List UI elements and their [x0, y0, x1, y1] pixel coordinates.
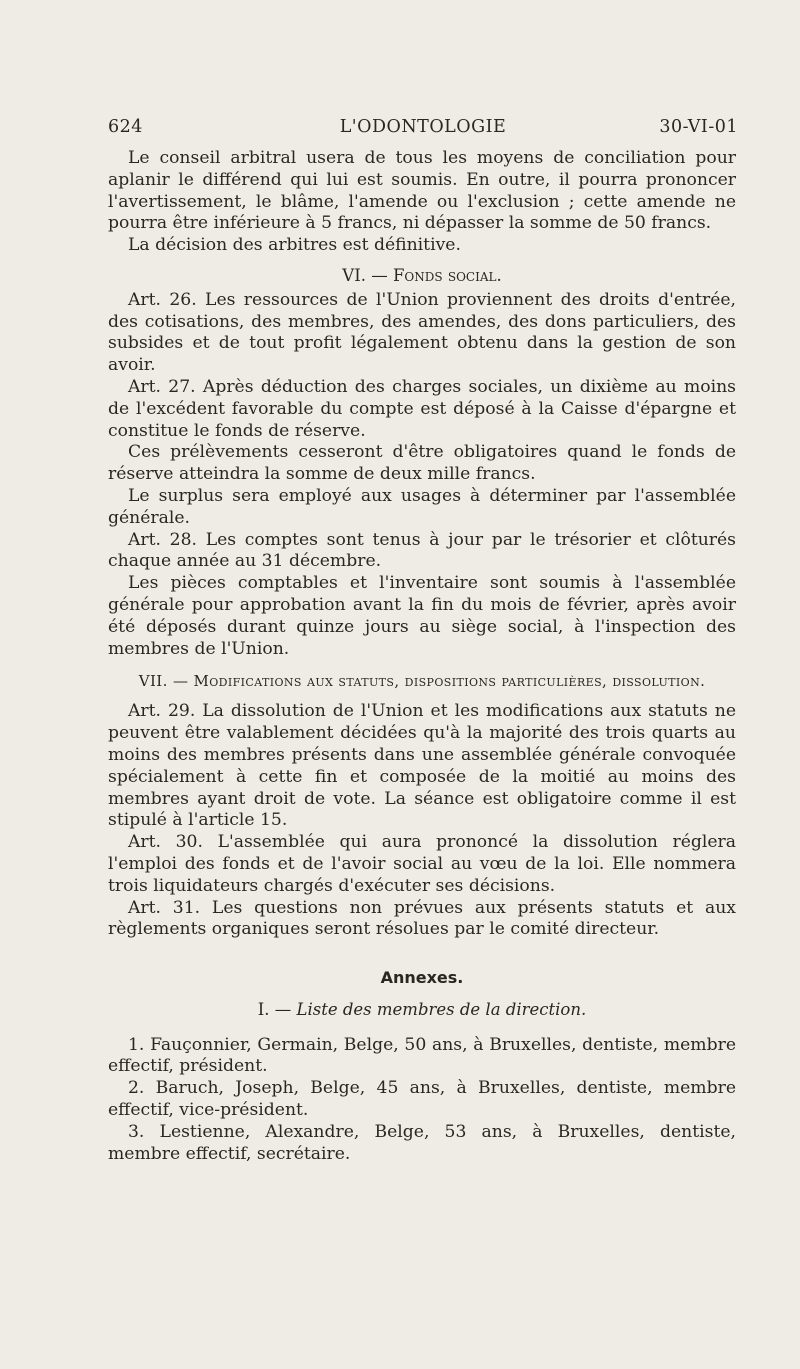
- list-number: I. —: [257, 999, 292, 1019]
- paragraph: Le conseil arbitral usera de tous les moyens de conciliation pour aplanir le différend qui lui est soumis. En outre, il pourra prononcer l'avertissement, le blâme, l'amende ou l'exclusion ; cette amende ne pourra être inférieure à 5 francs, ni dépasser la somme de 50 francs.: [108, 148, 736, 234]
- annexes-heading: Annexes.: [380, 968, 464, 988]
- member-entry: 1. Fauçonnier, Germain, Belge, 50 ans, à Bruxelles, dentiste, membre effectif, président.: [108, 1034, 736, 1077]
- journal-title: L'ODONTOLOGIE: [339, 117, 507, 137]
- paragraph: Ces prélèvements cesseront d'être obligatoires quand le fonds de réserve atteindra la somme de deux mille francs.: [108, 442, 736, 485]
- page-body: [108, 148, 736, 1165]
- member-entry: 2. Baruch, Joseph, Belge, 45 ans, à Bruxelles, dentiste, membre effectif, vice-président.: [108, 1078, 736, 1121]
- article-27: Art. 27. Après déduction des charges sociales, un dixième au moins de l'excédent favorable du compte est déposé à la Caisse d'épargne et constitue le fonds de réserve.: [108, 376, 736, 441]
- article-28: Art. 28. Les comptes sont tenus à jour par le trésorier et clôturés chaque année au 31 décembre.: [108, 529, 736, 572]
- page-number: 624: [108, 117, 143, 137]
- section-heading-vii: VII. — Modifications aux statuts, dispositions particulières, dissolution.: [138, 672, 706, 691]
- issue-date: 30-VI-01: [659, 117, 738, 137]
- list-title: Liste des membres de la direction.: [296, 999, 587, 1019]
- article-30: Art. 30. L'assemblée qui aura prononcé la dissolution réglera l'emploi des fonds et de l'avoir social au vœu de la loi. Elle nommera trois liquidateurs chargés d'exécuter ses décisions.: [108, 832, 736, 896]
- article-26: Art. 26. Les ressources de l'Union proviennent des droits d'entrée, des cotisations, des membres, des amendes, des dons particuliers, des subsides et de tout profit légalement obtenu dans la gestion de son avoir.: [108, 289, 736, 376]
- member-entry: 3. Lestienne, Alexandre, Belge, 53 ans, à Bruxelles, dentiste, membre effectif, secrétaire.: [108, 1121, 736, 1164]
- section-heading-vi: [108, 265, 736, 287]
- article-29: Art. 29. La dissolution de l'Union et les modifications aux statuts ne peuvent être valablement décidées qu'à la majorité des trois quarts au moins des membres présents dans une assemblée générale convoquée spécialement à cette fin et composée de la moitié au moins des membres ayant droit de vote. La séance est obligatoire comme il est stipulé à l'article 15.: [108, 701, 736, 831]
- paragraph: Les pièces comptables et l'inventaire sont soumis à l'assemblée générale pour approbation avant la fin du mois de février, après avoir été déposés durant quinze jours au siège social, à l'inspection des membres de l'Union.: [108, 573, 736, 659]
- list-heading: [108, 999, 736, 1021]
- paragraph: La décision des arbitres est définitive.: [128, 235, 461, 256]
- section-number: VI. —: [342, 265, 388, 285]
- section-title: Fonds social.: [392, 265, 502, 285]
- article-31: Art. 31. Les questions non prévues aux présents statuts et aux règlements organiques seront résolues par le comité directeur.: [108, 897, 736, 940]
- paragraph: Le surplus sera employé aux usages à déterminer par l'assemblée générale.: [108, 485, 736, 528]
